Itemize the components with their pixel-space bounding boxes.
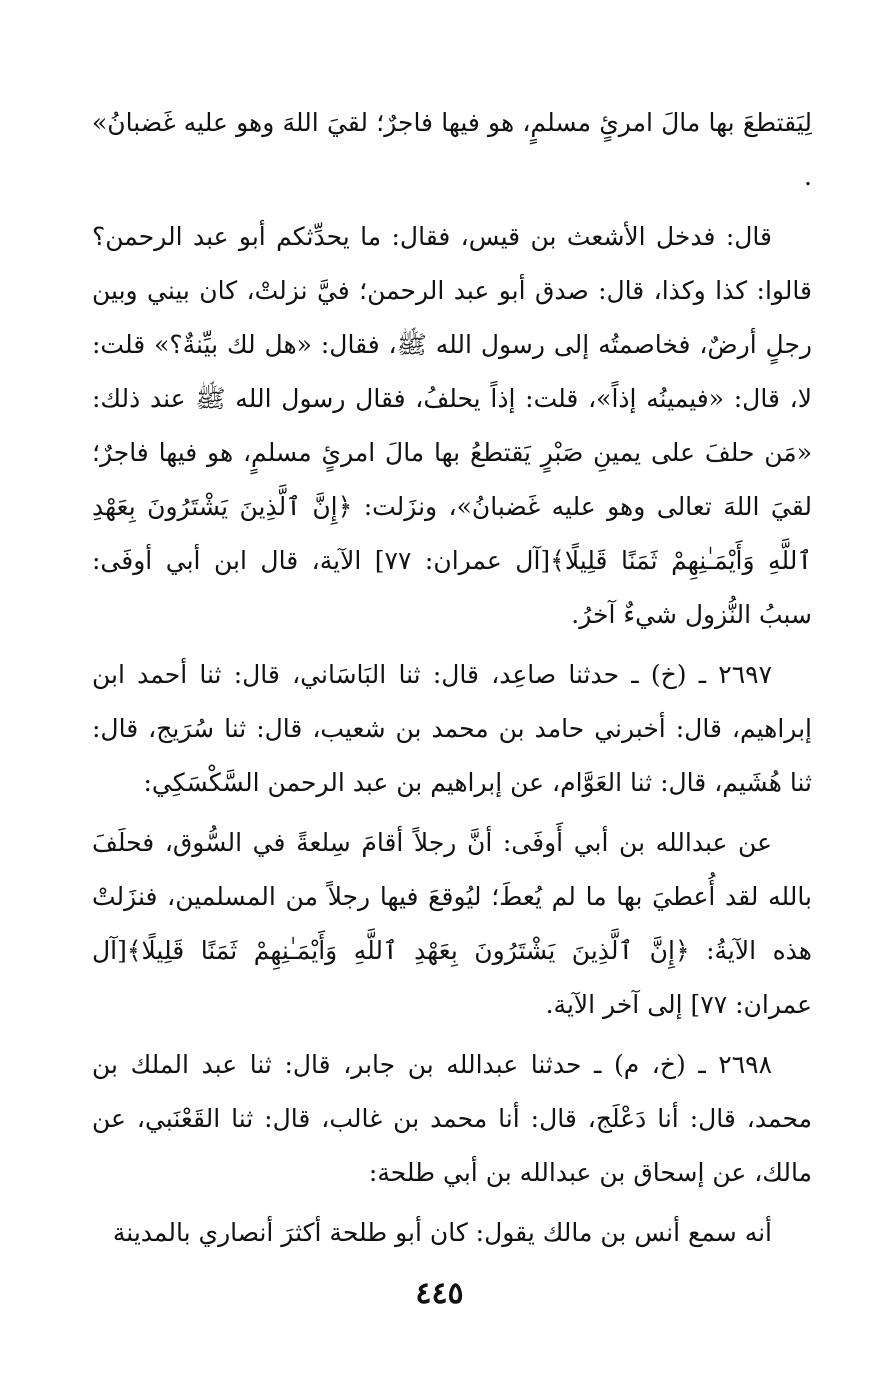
page-number: ٤٤٥	[415, 1276, 464, 1311]
hadith-heading: ٢٦٩٧ ـ (خ) ـ حدثنا صاعِد، قال: ثنا البَاسَاني، قال: ثنا أحمد ابن إبراهيم، قال: أخبرني حامد بن محمد بن شعيب، قال: ثنا سُرَيج، قال: ثنا هُشَيم، قال: ثنا العَوَّام، عن إبراهيم بن عبد الرحمن السَّكْسَكِي:	[92, 660, 812, 797]
page-body	[92, 96, 812, 1260]
text-paragraph: قال: فدخل الأشعث بن قيس، فقال: ما يحدِّثكم أبو عبد الرحمن؟ قالوا: كذا وكذا، قال: صدق أبو عبد الرحمن؛ فيَّ نزلتْ، كان بيني وبين رجلٍ أرضٌ، فخاصمتُه إلى رسول الله ﷺ، فقال: «هل لك بيِّنةٌ؟» قلت: لا، قال: «فيمينُه إذاً»، قلت: إذاً يحلفُ، فقال رسول الله ﷺ عند ذلك: «مَن حلفَ على يمينِ صَبْرٍ يَقتطعُ بها مالَ امرئٍ مسلمٍ، هو فيها فاجرٌ؛ لقيَ اللهَ تعالى وهو عليه غَضبانُ»، ونزَلت: ﴿إِنَّ ٱلَّذِينَ يَشْتَرُونَ بِعَهْدِ ٱللَّهِ وَأَيْمَـٰنِهِمْ ثَمَنًا قَلِيلًا﴾[آل عمران: ٧٧] الآية، قال ابن أبي أوفَى: سببُ النُّزول شيءٌ آخرُ.	[92, 222, 812, 629]
text-paragraph: لِيَقتطعَ بها مالَ امرئٍ مسلمٍ، هو فيها فاجرٌ؛ لقيَ اللهَ وهو عليه غَضبانُ» .	[92, 108, 812, 191]
text-paragraph: أنه سمع أنس بن مالك يقول: كان أبو طلحة أكثرَ أنصاري بالمدينة	[112, 1218, 772, 1247]
text-paragraph: عن عبدالله بن أبي أَوفَى: أنَّ رجلاً أقامَ سِلعةً في السُّوق، فحلَفَ بالله لقد أُعطيَ بها ما لم يُعطَ؛ ليُوقعَ فيها رجلاً من المسلمين، فنزَلتْ هذه الآيةُ: ﴿إِنَّ ٱلَّذِينَ يَشْتَرُونَ بِعَهْدِ ٱللَّهِ وَأَيْمَـٰنِهِمْ ثَمَنًا قَلِيلًا﴾[آل عمران: ٧٧] إلى آخر الآية.	[92, 828, 812, 1019]
hadith-heading: ٢٦٩٨ ـ (خ، م) ـ حدثنا عبدالله بن جابر، قال: ثنا عبد الملك بن محمد، قال: أنا دَعْلَج، قال: أنا محمد بن غالب، قال: ثنا القَعْنَبي، عن مالك، عن إسحاق بن عبدالله بن أبي طلحة:	[92, 1050, 812, 1187]
